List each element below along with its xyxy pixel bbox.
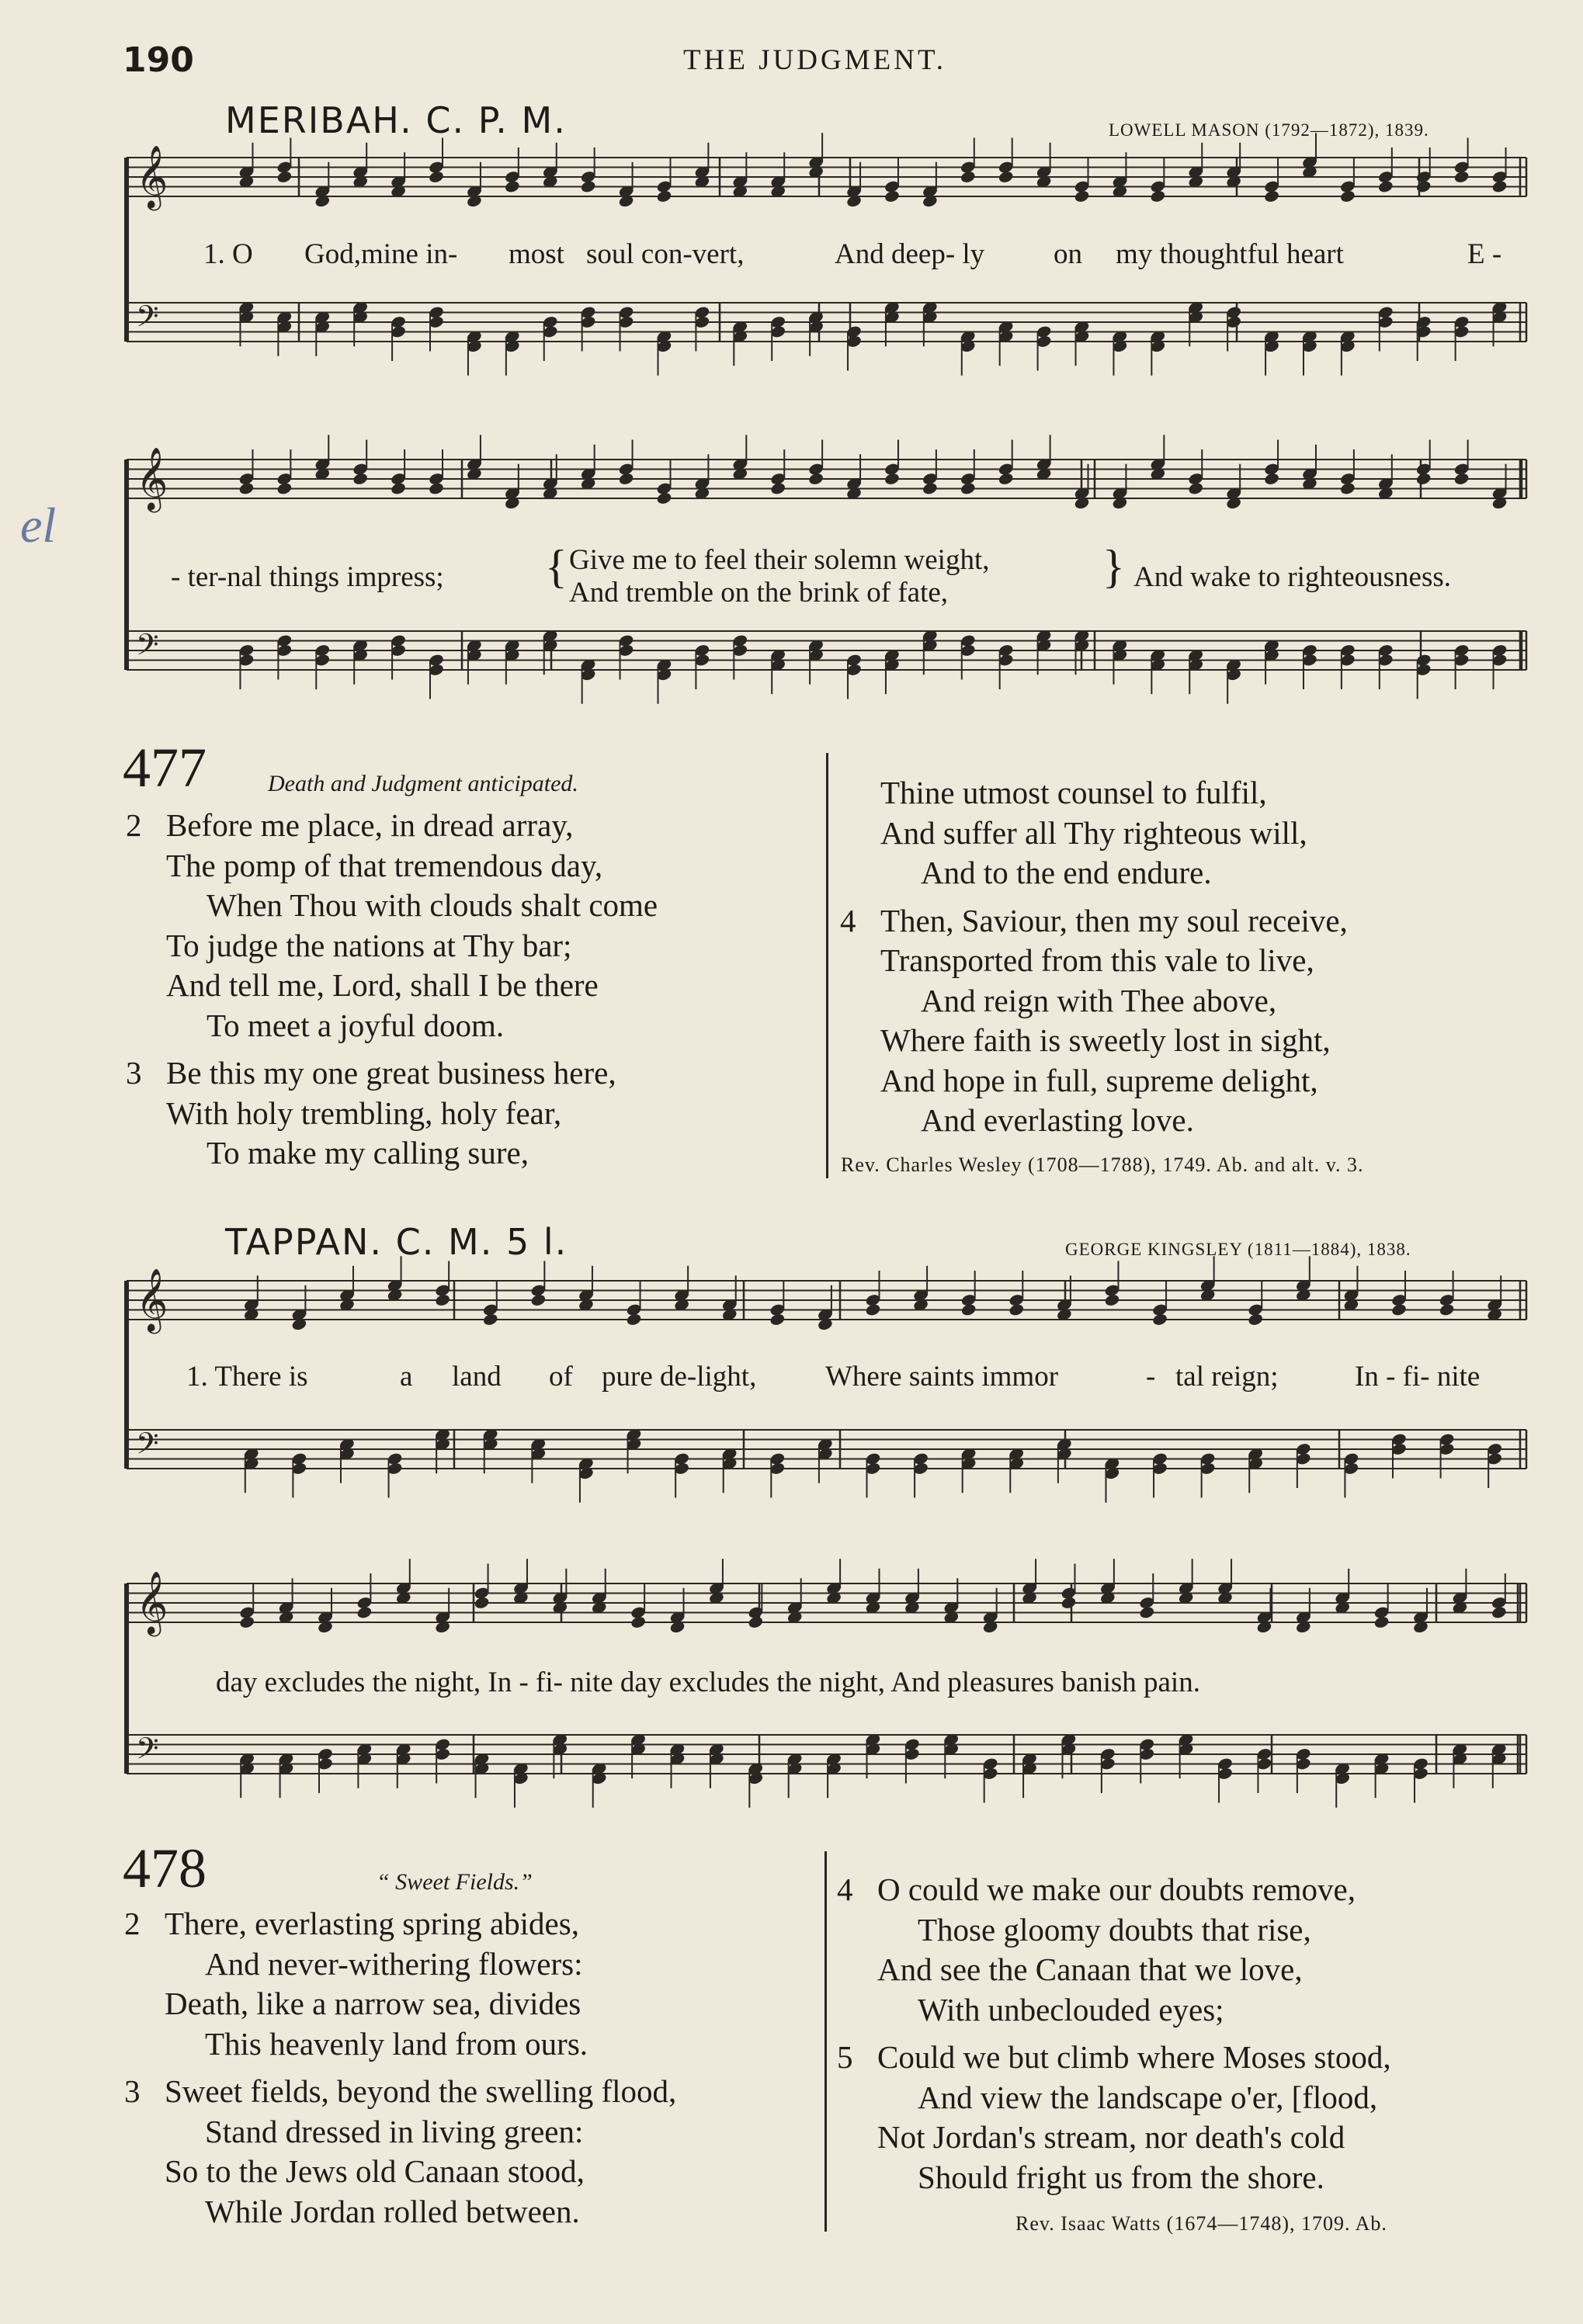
- verse-number: 5: [837, 2039, 853, 2075]
- note-head: [960, 481, 976, 495]
- verse-line: To make my calling sure,: [207, 1135, 529, 1171]
- verse-line: And see the Canaan that we love,: [877, 1951, 1303, 1987]
- note-head: [998, 472, 1014, 486]
- note-head: [1263, 472, 1279, 486]
- brace-left: {: [545, 541, 568, 592]
- verse-line: To meet a joyful doom.: [207, 1007, 505, 1043]
- brace-right: }: [1102, 541, 1125, 592]
- lyric-line: And wake to righteousness.: [1133, 561, 1451, 593]
- note-head: [807, 472, 824, 486]
- verse-number: 3: [124, 2073, 141, 2109]
- lyric-line: day excludes the night, In - fi- nite day excludes the night, And pleasures banish pain.: [216, 1667, 1200, 1698]
- note-head: [530, 1293, 547, 1307]
- lyric-syllable: And deep- ly: [835, 238, 985, 270]
- verse-line: Where faith is sweetly lost in sight,: [880, 1022, 1331, 1058]
- note-head: [618, 472, 634, 486]
- note-head: [960, 170, 976, 184]
- lyric-syllable: E -: [1467, 238, 1502, 270]
- verse-line: And hope in full, supreme delight,: [880, 1062, 1318, 1098]
- brace-line-bottom: And tremble on the brink of fate,: [569, 577, 949, 609]
- note-head: [883, 472, 900, 486]
- verse-line: And to the end endure.: [921, 855, 1212, 890]
- lyric-line: - ter-nal things impress;: [171, 561, 444, 593]
- lyric-syllable: 1. O: [203, 238, 253, 270]
- tune-name-tappan: TAPPAN. C. M. 5 l.: [225, 1221, 568, 1263]
- tune-name-meribah: MERIBAH. C. P. M.: [225, 99, 567, 141]
- note-head: [238, 481, 255, 495]
- verse-line: Transported from this vale to live,: [880, 942, 1314, 978]
- hymn-number-478: 478: [123, 1837, 207, 1899]
- page-number: 190: [123, 40, 194, 80]
- verse-number: 2: [126, 807, 142, 843]
- verse-line: And reign with Thee above,: [921, 982, 1277, 1018]
- note-head: [1263, 189, 1279, 203]
- note-head: [630, 1615, 646, 1629]
- verse-line: And suffer all Thy righteous will,: [880, 814, 1307, 851]
- bass-clef: 𝄢: [136, 1731, 159, 1773]
- note-head: [1104, 1293, 1120, 1307]
- note-head: [474, 1596, 490, 1610]
- verse-line: Should fright us from the shore.: [918, 2159, 1324, 2195]
- verse-line: And view the landscape o'er, [flood,: [918, 2079, 1378, 2115]
- verse-number: 4: [837, 1871, 853, 1907]
- verse-number: 4: [840, 902, 856, 938]
- note-head: [1390, 1302, 1407, 1316]
- note-head: [1453, 472, 1470, 486]
- lyric-syllable: Where saints immor: [825, 1361, 1059, 1393]
- note-head: [504, 179, 520, 193]
- verse-line: Then, Saviour, then my soul receive,: [880, 902, 1348, 938]
- note-head: [352, 472, 369, 486]
- note-head: [1453, 170, 1470, 184]
- note-head: [482, 1313, 498, 1327]
- note-head: [1491, 179, 1508, 193]
- treble-clef: 𝄞: [136, 1570, 168, 1634]
- note-head: [770, 481, 786, 495]
- verse-line: Those gloomy doubts that rise,: [918, 1911, 1311, 1948]
- bass-clef: 𝄢: [136, 299, 159, 341]
- verse-line: Death, like a narrow sea, divides: [165, 1986, 581, 2021]
- verse-line: And tell me, Lord, shall I be there: [166, 967, 599, 1003]
- note-head: [1008, 1302, 1025, 1316]
- verse-line: To judge the nations at Thy bar;: [166, 927, 572, 963]
- verse-line: Sweet fields, beyond the swelling flood,: [165, 2073, 677, 2109]
- treble-clef: 𝄞: [136, 144, 168, 208]
- note-head: [1074, 189, 1090, 203]
- verse-line: Not Jordan's stream, nor death's cold: [877, 2119, 1345, 2155]
- verse-line: There, everlasting spring abides,: [165, 1906, 579, 1941]
- lyric-syllable: -: [1146, 1361, 1156, 1393]
- verse-line: And never-withering flowers:: [205, 1945, 583, 1982]
- verse-line: This heavenly land from ours.: [205, 2025, 588, 2062]
- verse-line: Thine utmost counsel to fulfil,: [880, 775, 1267, 810]
- verse-line: Before me place, in dread array,: [166, 807, 574, 843]
- note-head: [1150, 189, 1166, 203]
- bass-clef: 𝄢: [136, 1426, 159, 1468]
- verse-line: O could we make our doubts remove,: [877, 1871, 1356, 1907]
- lyric-syllable: on: [1054, 238, 1082, 270]
- note-head: [1373, 1615, 1390, 1629]
- hymn-subtitle-478: “ Sweet Fields.”: [377, 1869, 533, 1895]
- note-head: [1248, 1313, 1264, 1327]
- note-head: [626, 1313, 642, 1327]
- verse-line: With unbeclouded eyes;: [918, 1991, 1224, 2027]
- bass-clef: 𝄢: [136, 627, 159, 669]
- note-head: [656, 189, 672, 203]
- verse-line: With holy trembling, holy fear,: [166, 1094, 562, 1131]
- note-head: [1188, 481, 1204, 495]
- treble-clef: 𝄞: [136, 1268, 168, 1331]
- author-credit-wesley: Rev. Charles Wesley (1708—1788), 1749. Ab. and alt. v. 3.: [841, 1153, 1364, 1176]
- hymn-number-477: 477: [123, 737, 207, 799]
- lyric-syllable: most: [509, 238, 564, 270]
- note-head: [1439, 1302, 1455, 1316]
- note-head: [239, 1615, 255, 1629]
- brace-line-top: Give me to feel their solemn weight,: [569, 544, 990, 576]
- lyric-syllable: a: [400, 1361, 413, 1393]
- note-head: [1061, 1596, 1077, 1610]
- lyric-syllable: of: [549, 1361, 573, 1393]
- author-credit-watts: Rev. Isaac Watts (1674—1748), 1709. Ab.: [1015, 2212, 1387, 2235]
- note-head: [276, 170, 293, 184]
- note-head: [883, 189, 900, 203]
- verse-line: While Jordan rolled between.: [205, 2193, 580, 2229]
- column-divider: [826, 753, 828, 1178]
- note-head: [390, 481, 406, 495]
- note-head: [1415, 472, 1432, 486]
- hymn-subtitle-477: Death and Judgment anticipated.: [268, 771, 578, 796]
- lyric-syllable: pure de-light,: [602, 1361, 757, 1393]
- verse-number: 2: [124, 1906, 141, 1941]
- note-head: [428, 481, 444, 495]
- note-head: [656, 491, 672, 505]
- composer-credit-mason: LOWELL MASON (1792—1872), 1839.: [1109, 120, 1429, 140]
- note-head: [1139, 1605, 1155, 1619]
- note-head: [1377, 179, 1394, 193]
- running-title: THE JUDGMENT.: [683, 44, 947, 76]
- lyric-syllable: land: [452, 1361, 502, 1393]
- verse-line: When Thou with clouds shalt come: [207, 887, 658, 923]
- note-head: [960, 1302, 977, 1316]
- composer-credit-kingsley: GEORGE KINGSLEY (1811—1884), 1838.: [1065, 1240, 1411, 1259]
- note-head: [748, 1615, 764, 1629]
- verse-line: Stand dressed in living green:: [205, 2113, 584, 2149]
- verse-number: 3: [126, 1055, 142, 1091]
- verse-line: Be this my one great business here,: [166, 1055, 616, 1091]
- lyric-syllable: soul con-vert,: [586, 238, 745, 270]
- note-head: [580, 179, 596, 193]
- lyric-syllable: tal reign;: [1175, 1361, 1279, 1393]
- verse-line: And everlasting love.: [921, 1102, 1194, 1138]
- note-head: [1339, 481, 1356, 495]
- column-divider: [824, 1851, 827, 2232]
- lyric-syllable: my thoughtful heart: [1116, 238, 1344, 270]
- lyric-syllable: In - fi- nite: [1355, 1361, 1481, 1393]
- lyric-syllable: 1. There is: [186, 1361, 308, 1393]
- note-head: [1491, 1605, 1507, 1619]
- note-head: [428, 170, 444, 184]
- note-head: [1415, 179, 1432, 193]
- note-head: [922, 481, 938, 495]
- lyric-syllable: God,mine in-: [304, 238, 458, 270]
- note-head: [1339, 189, 1356, 203]
- pencil-annotation: el: [20, 498, 57, 553]
- note-head: [865, 1302, 881, 1316]
- note-head: [356, 1605, 373, 1619]
- verse-line: Could we but climb where Moses stood,: [877, 2039, 1391, 2075]
- note-head: [276, 481, 293, 495]
- note-head: [434, 1293, 450, 1307]
- note-head: [998, 170, 1014, 184]
- treble-clef: 𝄞: [136, 446, 168, 510]
- note-head: [1151, 1313, 1168, 1327]
- verse-line: The pomp of that tremendous day,: [166, 847, 603, 883]
- verse-line: So to the Jews old Canaan stood,: [165, 2153, 585, 2189]
- note-head: [769, 1313, 786, 1327]
